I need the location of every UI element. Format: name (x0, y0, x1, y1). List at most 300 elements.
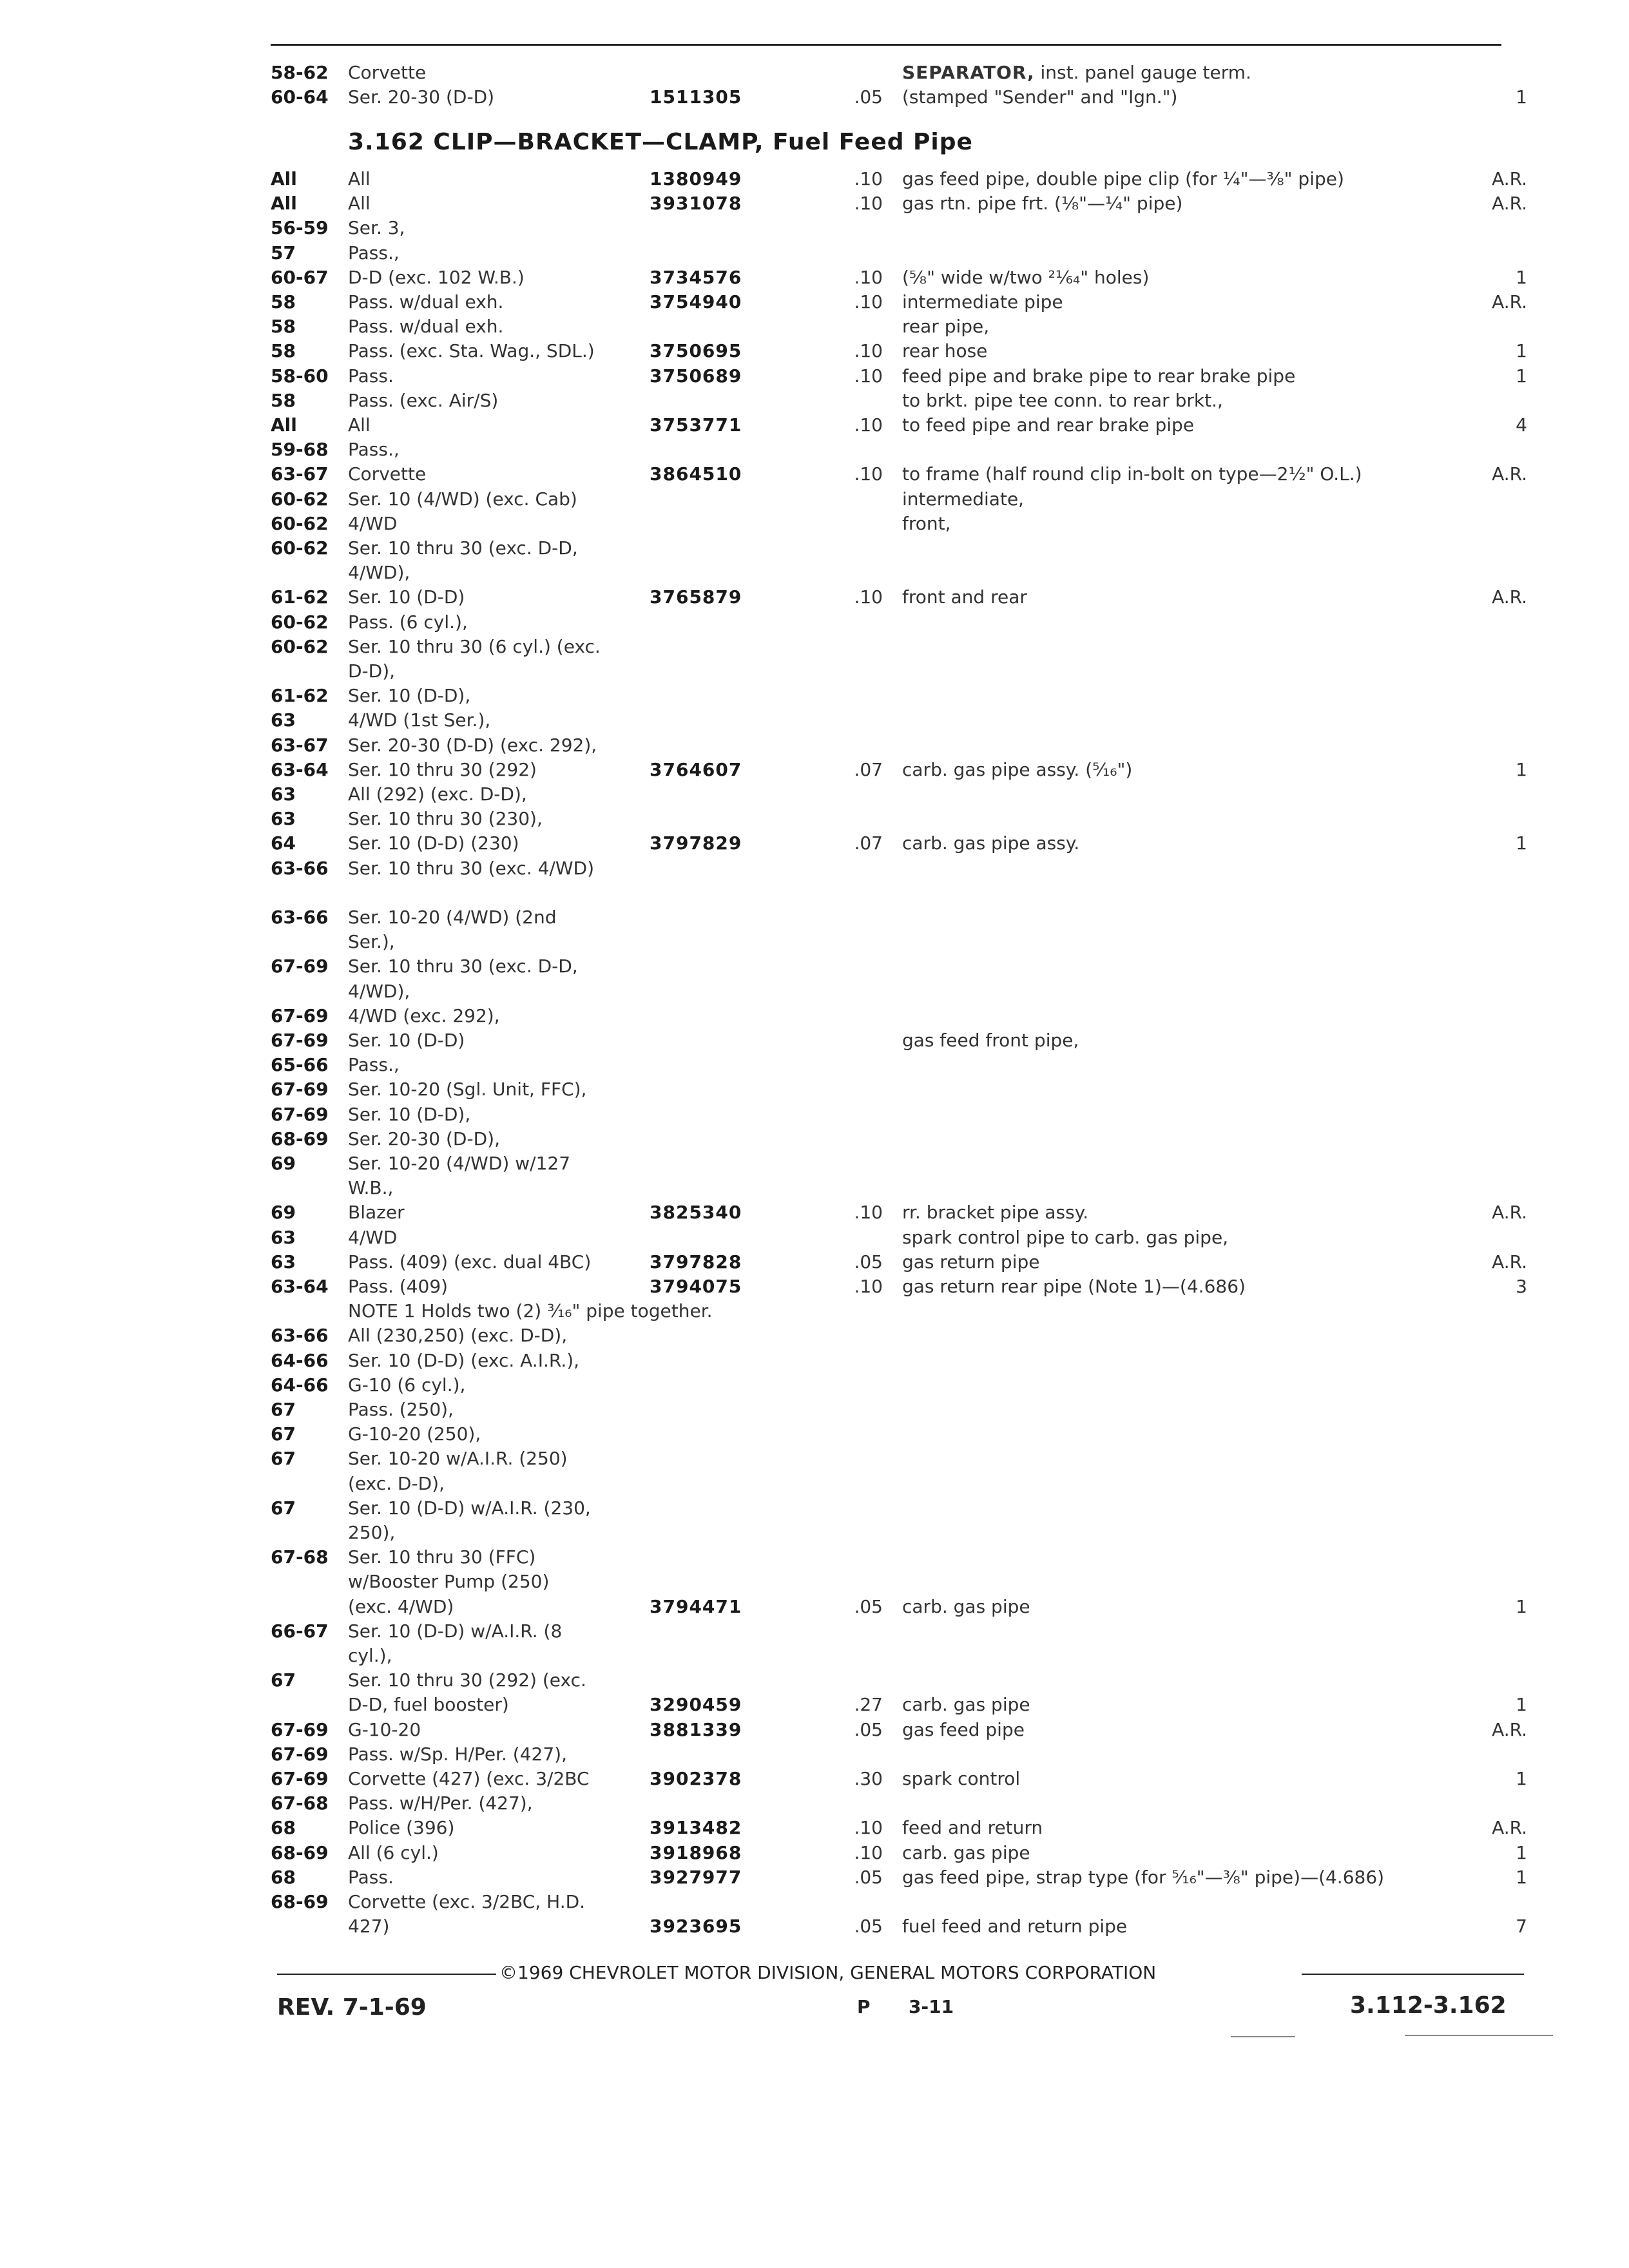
part-number-cell: 3734576 (650, 266, 742, 288)
quantity-cell: A.R. (1492, 463, 1527, 485)
table-row (0, 1152, 1629, 1175)
model-cell: 4/WD (348, 512, 398, 534)
table-row (0, 980, 1629, 1003)
price-cell: .10 (854, 168, 883, 189)
description-text: inst. panel gauge term. (1040, 62, 1251, 83)
price-cell: .10 (854, 1817, 883, 1839)
model-cell: Ser. 10 thru 30 (exc. D-D, (348, 537, 578, 559)
table-row (0, 1398, 1629, 1421)
table-row (0, 832, 1629, 855)
part-number-cell: 3927977 (650, 1866, 742, 1888)
revision-date: REV. 7-1-69 (277, 1994, 427, 2021)
price-cell: .05 (854, 1595, 883, 1617)
table-row (0, 611, 1629, 634)
description-cell: fuel feed and return pipe (902, 1916, 1128, 1937)
quantity-cell: A.R. (1492, 291, 1527, 312)
year-cell: All (271, 414, 297, 436)
quantity-cell: 3 (1516, 1276, 1527, 1297)
quantity-cell: 1 (1516, 340, 1527, 362)
model-cell: w/Booster Pump (250) (348, 1571, 550, 1593)
year-cell: 60-62 (271, 512, 329, 534)
price-cell: .10 (854, 463, 883, 485)
year-cell: 63-64 (271, 758, 329, 780)
quantity-cell: A.R. (1492, 193, 1527, 215)
description-cell: (⅝" wide w/two ²¹⁄₆₄" holes) (902, 266, 1150, 288)
model-cell: 4/WD (348, 1226, 398, 1248)
year-cell: 66-67 (271, 1620, 329, 1642)
price-cell: .10 (854, 365, 883, 387)
model-cell: 4/WD (exc. 292), (348, 1004, 500, 1026)
table-row (0, 1004, 1629, 1028)
table-row (0, 1201, 1629, 1224)
model-cell: D-D (exc. 102 W.B.) (348, 266, 525, 288)
page-letter: P (857, 1996, 871, 2017)
table-row (0, 537, 1629, 560)
description-cell: gas feed pipe, strap type (for ⁵⁄₁₆"—⅜" pipe)—(4.686) (902, 1866, 1385, 1888)
table-row (0, 930, 1629, 954)
table-row (0, 709, 1629, 732)
model-cell: Pass. (exc. Air/S) (348, 389, 499, 411)
year-cell: 67-69 (271, 1004, 329, 1026)
year-cell: 58-62 (271, 62, 329, 83)
table-row (0, 1029, 1629, 1052)
table-row (0, 1349, 1629, 1372)
model-cell: Pass. w/H/Per. (427), (348, 1792, 533, 1814)
model-cell: Pass. (409) (exc. dual 4BC) (348, 1251, 592, 1273)
table-row (0, 168, 1629, 191)
table-row (0, 488, 1629, 511)
model-cell: Ser. 10 (D-D), (348, 685, 471, 707)
model-cell: Pass., (348, 242, 400, 264)
table-row (0, 512, 1629, 535)
model-cell: (exc. D-D), (348, 1472, 445, 1494)
price-cell: .10 (854, 340, 883, 362)
model-cell: Pass. (250), (348, 1399, 454, 1420)
year-cell: 60-62 (271, 537, 329, 559)
table-row (0, 1423, 1629, 1446)
table-row (0, 1693, 1629, 1716)
model-cell: Pass. w/dual exh. (348, 291, 504, 312)
year-cell: 60-62 (271, 635, 329, 657)
part-number-cell: 3794075 (650, 1276, 742, 1297)
part-number-cell: 3931078 (650, 193, 742, 215)
quantity-cell: 1 (1516, 86, 1527, 108)
model-cell: 4/WD), (348, 562, 410, 584)
year-cell: 63 (271, 1251, 296, 1273)
model-cell: All (348, 193, 371, 215)
year-cell: 60-62 (271, 488, 329, 510)
table-row (0, 1915, 1629, 1938)
table-row (0, 192, 1629, 215)
year-cell: 63-66 (271, 857, 329, 879)
description-cell: front, (902, 512, 951, 534)
year-cell: 68 (271, 1817, 296, 1839)
price-cell: .10 (854, 266, 883, 288)
description-cell: feed pipe and brake pipe to rear brake pipe (902, 365, 1296, 387)
model-cell: All (230,250) (exc. D-D), (348, 1325, 568, 1347)
description-cell: (stamped "Sender" and "Ign.") (902, 86, 1178, 108)
price-cell: .05 (854, 1251, 883, 1273)
quantity-cell: A.R. (1492, 1718, 1527, 1740)
separator-row (0, 86, 1629, 109)
section-title: 3.162 CLIP—BRACKET—CLAMP, Fuel Feed Pipe (348, 129, 973, 155)
table-row (0, 881, 1629, 905)
part-number-cell: 1511305 (650, 86, 742, 108)
year-cell: 67-69 (271, 1103, 329, 1125)
description-cell: carb. gas pipe (902, 1694, 1030, 1716)
year-cell: 63-66 (271, 907, 329, 928)
year-cell: 58 (271, 291, 296, 312)
year-cell: 59-68 (271, 439, 329, 461)
year-cell: All (271, 168, 297, 189)
description-cell: gas rtn. pipe frt. (⅛"—¼" pipe) (902, 193, 1183, 215)
year-cell: 61-62 (271, 685, 329, 707)
model-cell: G-10-20 (250), (348, 1423, 481, 1445)
model-cell: Ser. 10 (D-D) (exc. A.I.R.), (348, 1349, 580, 1371)
table-row (0, 1816, 1629, 1840)
table-row (0, 561, 1629, 584)
table-row (0, 734, 1629, 757)
year-cell: 63 (271, 808, 296, 830)
model-cell: Ser. 10 thru 30 (230), (348, 808, 543, 830)
year-cell: 65-66 (271, 1054, 329, 1076)
model-cell: Ser.), (348, 931, 395, 953)
model-cell: Ser. 20-30 (D-D) (exc. 292), (348, 734, 597, 756)
description-cell: intermediate, (902, 488, 1025, 510)
table-row (0, 807, 1629, 831)
table-row (0, 1053, 1629, 1077)
model-cell: Ser. 10 thru 30 (292) (348, 758, 537, 780)
table-row (0, 1767, 1629, 1791)
model-cell: Ser. 3, (348, 217, 405, 239)
year-cell: 67 (271, 1669, 296, 1691)
model-cell: D-D, fuel booster) (348, 1694, 509, 1716)
model-cell: Ser. 10 (D-D) (348, 1030, 465, 1051)
quantity-cell: A.R. (1492, 168, 1527, 189)
price-cell: .07 (854, 758, 883, 780)
table-row (0, 242, 1629, 265)
quantity-cell: 1 (1516, 1694, 1527, 1716)
price-cell: .05 (854, 1866, 883, 1888)
price-cell: .05 (854, 86, 883, 108)
model-cell: 427) (348, 1916, 390, 1937)
model-cell: Ser. 20-30 (D-D), (348, 1128, 500, 1149)
year-cell: 67-69 (271, 956, 329, 977)
page-number: 3-11 (909, 1996, 954, 2017)
part-number-cell: 3754940 (650, 291, 742, 312)
year-cell: 67 (271, 1448, 296, 1470)
model-cell: Corvette (348, 463, 427, 485)
table-row (0, 1546, 1629, 1569)
description-cell: intermediate pipe (902, 291, 1063, 312)
description-cell: gas feed front pipe, (902, 1030, 1079, 1051)
model-cell: Ser. 10-20 (Sgl. Unit, FFC), (348, 1079, 587, 1100)
quantity-cell: A.R. (1492, 586, 1527, 608)
year-cell: 68-69 (271, 1841, 329, 1863)
price-cell: .30 (854, 1768, 883, 1789)
description-cell: carb. gas pipe (902, 1841, 1030, 1863)
year-cell: 58 (271, 340, 296, 362)
table-row (0, 1521, 1629, 1544)
table-row (0, 684, 1629, 707)
table-row (0, 1472, 1629, 1495)
model-cell: Police (396) (348, 1817, 455, 1839)
table-row (0, 1447, 1629, 1470)
description-cell: gas return pipe (902, 1251, 1040, 1273)
bottom-scan-rule-2 (1405, 2035, 1553, 2036)
model-cell: 4/WD (1st Ser.), (348, 709, 491, 731)
price-cell: .07 (854, 832, 883, 854)
part-number-cell: 3290459 (650, 1694, 742, 1716)
table-row (0, 1792, 1629, 1815)
model-cell: Pass. (409) (348, 1276, 448, 1297)
model-cell: Pass., (348, 1054, 400, 1076)
section-range: 3.112-3.162 (1350, 1992, 1507, 2019)
table-row (0, 1595, 1629, 1619)
model-cell: 250), (348, 1522, 396, 1543)
table-row (0, 216, 1629, 240)
model-cell: Ser. 10 (D-D) w/A.I.R. (8 (348, 1620, 563, 1642)
part-number-cell: 3797828 (650, 1251, 742, 1273)
description-cell: front and rear (902, 586, 1027, 608)
table-row (0, 438, 1629, 461)
year-cell: 58 (271, 316, 296, 338)
model-cell: (exc. 4/WD) (348, 1595, 454, 1617)
year-cell: 63-67 (271, 463, 329, 485)
model-cell: cyl.), (348, 1645, 392, 1666)
year-cell: 68-69 (271, 1128, 329, 1149)
table-row (0, 414, 1629, 437)
model-cell: D-D), (348, 660, 396, 682)
table-row (0, 1497, 1629, 1520)
year-cell: 63-64 (271, 1276, 329, 1297)
part-number-cell: 3902378 (650, 1768, 742, 1789)
year-cell: 68-69 (271, 1891, 329, 1912)
top-rule (271, 44, 1501, 46)
year-cell: 67-69 (271, 1743, 329, 1765)
year-cell: 69 (271, 1202, 296, 1224)
table-row (0, 586, 1629, 609)
model-cell: Pass. (348, 1866, 394, 1888)
model-cell: Ser. 10 (D-D), (348, 1103, 471, 1125)
model-cell: All (348, 168, 371, 189)
year-cell: 63 (271, 709, 296, 731)
table-row (0, 1078, 1629, 1101)
table-row (0, 266, 1629, 289)
year-cell: 67-69 (271, 1718, 329, 1740)
quantity-cell: A.R. (1492, 1251, 1527, 1273)
table-row (0, 389, 1629, 412)
description-cell: carb. gas pipe assy. (⁵⁄₁₆") (902, 758, 1133, 780)
table-row (0, 291, 1629, 314)
table-row (0, 758, 1629, 782)
year-cell: 64 (271, 832, 296, 854)
model-cell: Ser. 10-20 (4/WD) (2nd (348, 907, 557, 928)
table-row (0, 1275, 1629, 1298)
quantity-cell: 4 (1516, 414, 1527, 436)
description-cell: to brkt. pipe tee conn. to rear brkt., (902, 389, 1223, 411)
year-cell: 58-60 (271, 365, 329, 387)
bottom-scan-rule (1231, 2036, 1295, 2037)
table-row (0, 1644, 1629, 1667)
part-number-cell: 3825340 (650, 1202, 742, 1224)
year-cell: 67-69 (271, 1079, 329, 1100)
table-row (0, 340, 1629, 363)
price-cell: .27 (854, 1694, 883, 1716)
model-cell: NOTE 1 Holds two (2) ³⁄₁₆" pipe together. (348, 1300, 713, 1322)
year-cell: 58 (271, 389, 296, 411)
footer-rule-left (277, 1974, 496, 1975)
table-row (0, 1226, 1629, 1249)
description-cell: to feed pipe and rear brake pipe (902, 414, 1195, 436)
table-row (0, 1743, 1629, 1766)
footer-rule-right (1302, 1974, 1524, 1975)
part-number-cell: 3794471 (650, 1595, 742, 1617)
year-cell: 63-66 (271, 1325, 329, 1347)
table-row (0, 857, 1629, 880)
model-cell: Ser. 10 (D-D) (348, 586, 465, 608)
description-cell: carb. gas pipe (902, 1595, 1030, 1617)
table-row (0, 1300, 1629, 1323)
description-cell: carb. gas pipe assy. (902, 832, 1080, 854)
separator-row (0, 61, 1629, 84)
model-cell: Pass., (348, 439, 400, 461)
year-cell: 67 (271, 1423, 296, 1445)
copyright-line: ©1969 CHEVROLET MOTOR DIVISION, GENERAL MOTORS CORPORATION (499, 1962, 1157, 1983)
table-row (0, 783, 1629, 806)
description-cell (902, 61, 1251, 84)
year-cell: 60-62 (271, 611, 329, 633)
table-row (0, 1177, 1629, 1200)
price-cell: .10 (854, 193, 883, 215)
quantity-cell: 7 (1516, 1916, 1527, 1937)
quantity-cell: 1 (1516, 758, 1527, 780)
year-cell: All (271, 193, 297, 215)
description-heading: SEPARATOR, (902, 62, 1035, 83)
part-number-cell: 1380949 (650, 168, 742, 189)
price-cell: .05 (854, 1718, 883, 1740)
table-row (0, 906, 1629, 929)
table-row (0, 1669, 1629, 1692)
quantity-cell: 1 (1516, 1768, 1527, 1789)
year-cell: 60-64 (271, 86, 329, 108)
model-cell: Ser. 10 thru 30 (FFC) (348, 1546, 536, 1568)
part-number-cell: 3913482 (650, 1817, 742, 1839)
model-cell: Ser. 10 thru 30 (exc. D-D, (348, 956, 578, 977)
model-cell: Pass. (exc. Sta. Wag., SDL.) (348, 340, 595, 362)
description-cell: gas feed pipe (902, 1718, 1025, 1740)
year-cell: 68 (271, 1866, 296, 1888)
price-cell: .10 (854, 1276, 883, 1297)
model-cell: Corvette (427) (exc. 3/2BC (348, 1768, 590, 1789)
part-number-cell: 3764607 (650, 758, 742, 780)
model-cell: Ser. 10-20 w/A.I.R. (250) (348, 1448, 568, 1470)
table-row (0, 1841, 1629, 1865)
table-row (0, 660, 1629, 683)
price-cell: .10 (854, 1202, 883, 1224)
quantity-cell: A.R. (1492, 1817, 1527, 1839)
model-cell: Ser. 10 thru 30 (6 cyl.) (exc. (348, 635, 601, 657)
year-cell: 61-62 (271, 586, 329, 608)
price-cell: .10 (854, 586, 883, 608)
table-row (0, 1620, 1629, 1643)
part-number-cell: 3750695 (650, 340, 742, 362)
description-cell: feed and return (902, 1817, 1043, 1839)
description-cell: rear pipe, (902, 316, 990, 338)
price-cell: .10 (854, 1841, 883, 1863)
part-number-cell: 3750689 (650, 365, 742, 387)
part-number-cell: 3918968 (650, 1841, 742, 1863)
description-cell: gas return rear pipe (Note 1)—(4.686) (902, 1276, 1246, 1297)
table-row (0, 1103, 1629, 1126)
model-cell: Pass. (6 cyl.), (348, 611, 468, 633)
model-cell: Ser. 10 (4/WD) (exc. Cab) (348, 488, 577, 510)
year-cell: 63-67 (271, 734, 329, 756)
part-number-cell: 3797829 (650, 832, 742, 854)
year-cell: 67 (271, 1497, 296, 1519)
table-row (0, 1128, 1629, 1151)
table-row (0, 1718, 1629, 1742)
model-cell: Blazer (348, 1202, 405, 1224)
year-cell: 64-66 (271, 1349, 329, 1371)
model-cell: All (292) (exc. D-D), (348, 783, 527, 805)
price-cell: .10 (854, 414, 883, 436)
model-cell: W.B., (348, 1177, 394, 1199)
year-cell: 69 (271, 1153, 296, 1174)
description-cell: to frame (half round clip in-bolt on type—2½" O.L.) (902, 463, 1362, 485)
description-cell: rear hose (902, 340, 988, 362)
year-cell: 67-69 (271, 1030, 329, 1051)
price-cell: .10 (854, 291, 883, 312)
model-cell: Pass. (348, 365, 394, 387)
table-row (0, 365, 1629, 388)
description-cell: rr. bracket pipe assy. (902, 1202, 1089, 1224)
quantity-cell: 1 (1516, 832, 1527, 854)
model-cell: Ser. 10 (D-D) (230) (348, 832, 519, 854)
quantity-cell: A.R. (1492, 1202, 1527, 1224)
description-cell: gas feed pipe, double pipe clip (for ¼"—⅜" pipe) (902, 168, 1344, 189)
description-cell: spark control (902, 1768, 1021, 1789)
year-cell: 67-68 (271, 1546, 329, 1568)
part-number-cell: 3864510 (650, 463, 742, 485)
model-cell: Ser. 10 thru 30 (292) (exc. (348, 1669, 586, 1691)
model-cell: Ser. 20-30 (D-D) (348, 86, 495, 108)
year-cell: 56-59 (271, 217, 329, 239)
model-cell: G-10-20 (348, 1718, 421, 1740)
year-cell: 63 (271, 1226, 296, 1248)
quantity-cell: 1 (1516, 1841, 1527, 1863)
quantity-cell: 1 (1516, 1595, 1527, 1617)
year-cell: 67 (271, 1399, 296, 1420)
quantity-cell: 1 (1516, 1866, 1527, 1888)
table-row (0, 1890, 1629, 1914)
table-row (0, 315, 1629, 338)
part-number-cell: 3881339 (650, 1718, 742, 1740)
part-number-cell: 3765879 (650, 586, 742, 608)
year-cell: 57 (271, 242, 296, 264)
model-cell: Corvette (348, 62, 427, 83)
year-cell: 67-68 (271, 1792, 329, 1814)
year-cell: 60-67 (271, 266, 329, 288)
quantity-cell: 1 (1516, 365, 1527, 387)
part-number-cell: 3923695 (650, 1916, 742, 1937)
model-cell: Pass. w/dual exh. (348, 316, 504, 338)
table-row (0, 635, 1629, 658)
price-cell: .05 (854, 1916, 883, 1937)
table-row (0, 1324, 1629, 1347)
model-cell: Ser. 10-20 (4/WD) w/127 (348, 1153, 571, 1174)
model-cell: G-10 (6 cyl.), (348, 1374, 466, 1396)
